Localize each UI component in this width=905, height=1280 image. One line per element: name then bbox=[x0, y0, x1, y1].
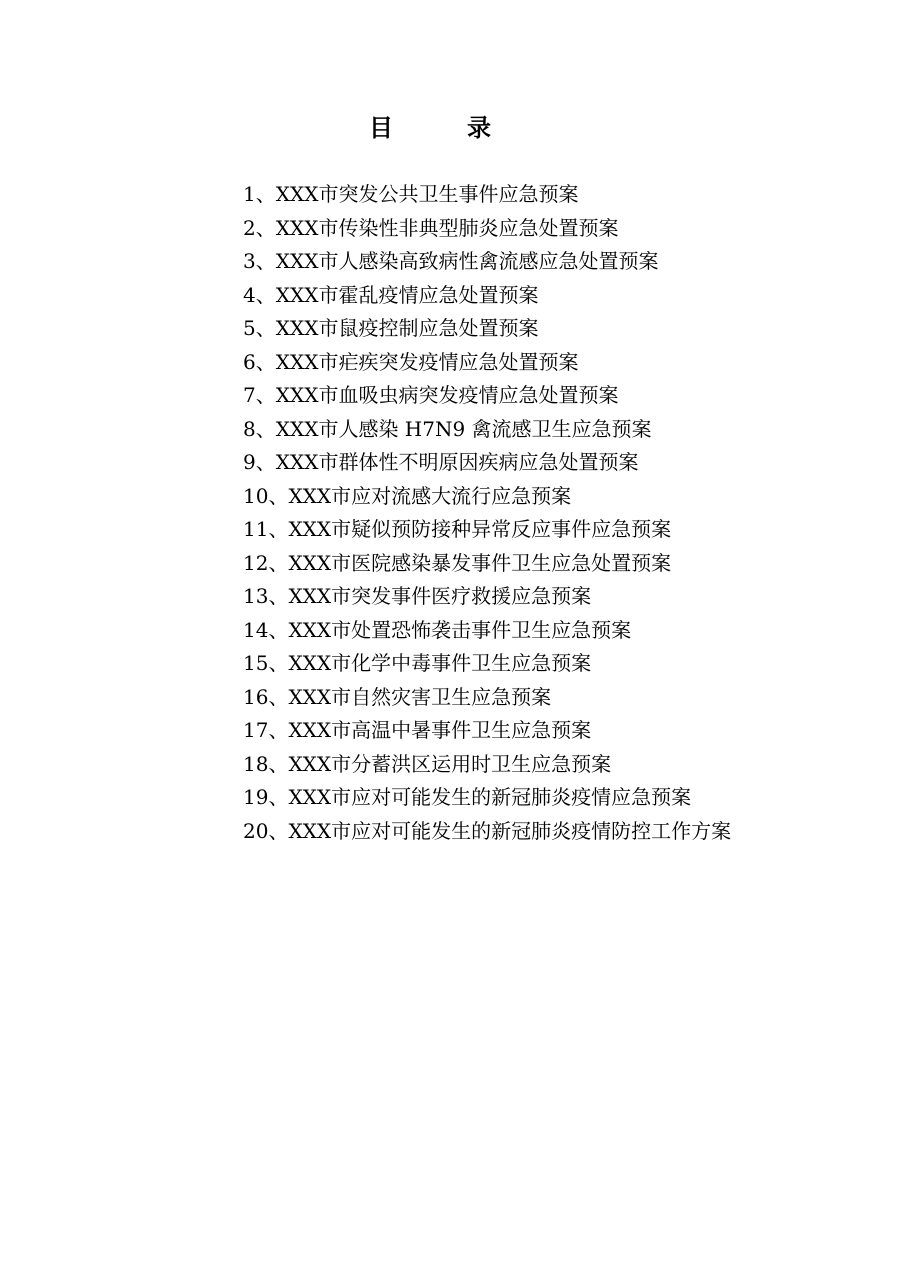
toc-item-19: 19、XXX市应对可能发生的新冠肺炎疫情应急预案 bbox=[243, 785, 692, 809]
toc-item-8: 8、XXX市人感染 H7N9 禽流感卫生应急预案 bbox=[243, 416, 652, 441]
toc-item-14: 14、XXX市处置恐怖袭击事件卫生应急预案 bbox=[243, 617, 632, 642]
toc-item-7: 7、XXX市血吸虫病突发疫情应急处置预案 bbox=[243, 383, 619, 407]
toc-title bbox=[0, 112, 860, 144]
toc-item-12: 12、XXX市医院感染暴发事件卫生应急处置预案 bbox=[243, 550, 672, 575]
toc-item-15: 15、XXX市化学中毒事件卫生应急预案 bbox=[243, 651, 592, 675]
toc-item-1: 1、XXX市突发公共卫生事件应急预案 bbox=[243, 182, 579, 206]
toc-item-16: 16、XXX市自然灾害卫生应急预案 bbox=[243, 684, 552, 709]
toc-item-20: 20、XXX市应对可能发生的新冠肺炎疫情防控工作方案 bbox=[243, 818, 732, 843]
toc-item-13: 13、XXX市突发事件医疗救援应急预案 bbox=[243, 584, 592, 608]
toc-item-17: 17、XXX市高温中暑事件卫生应急预案 bbox=[243, 718, 592, 742]
toc-item-3: 3、XXX市人感染高致病性禽流感应急处置预案 bbox=[243, 249, 659, 273]
toc-list bbox=[243, 178, 731, 848]
toc-item-18: 18、XXX市分蓄洪区运用时卫生应急预案 bbox=[243, 751, 612, 776]
toc-title-char-1: 目 bbox=[369, 114, 393, 142]
toc-item-10: 10、XXX市应对流感大流行应急预案 bbox=[243, 483, 572, 508]
toc-item-6: 6、XXX市疟疾突发疫情应急处置预案 bbox=[243, 349, 579, 374]
toc-item-2: 2、XXX市传染性非典型肺炎应急处置预案 bbox=[243, 215, 619, 240]
toc-item-11: 11、XXX市疑似预防接种异常反应事件应急预案 bbox=[243, 517, 672, 541]
toc-item-9: 9、XXX市群体性不明原因疾病应急处置预案 bbox=[243, 450, 639, 474]
toc-item-5: 5、XXX市鼠疫控制应急处置预案 bbox=[243, 316, 539, 340]
toc-title-char-2: 录 bbox=[467, 114, 491, 142]
toc-item-4: 4、XXX市霍乱疫情应急处置预案 bbox=[243, 282, 539, 307]
